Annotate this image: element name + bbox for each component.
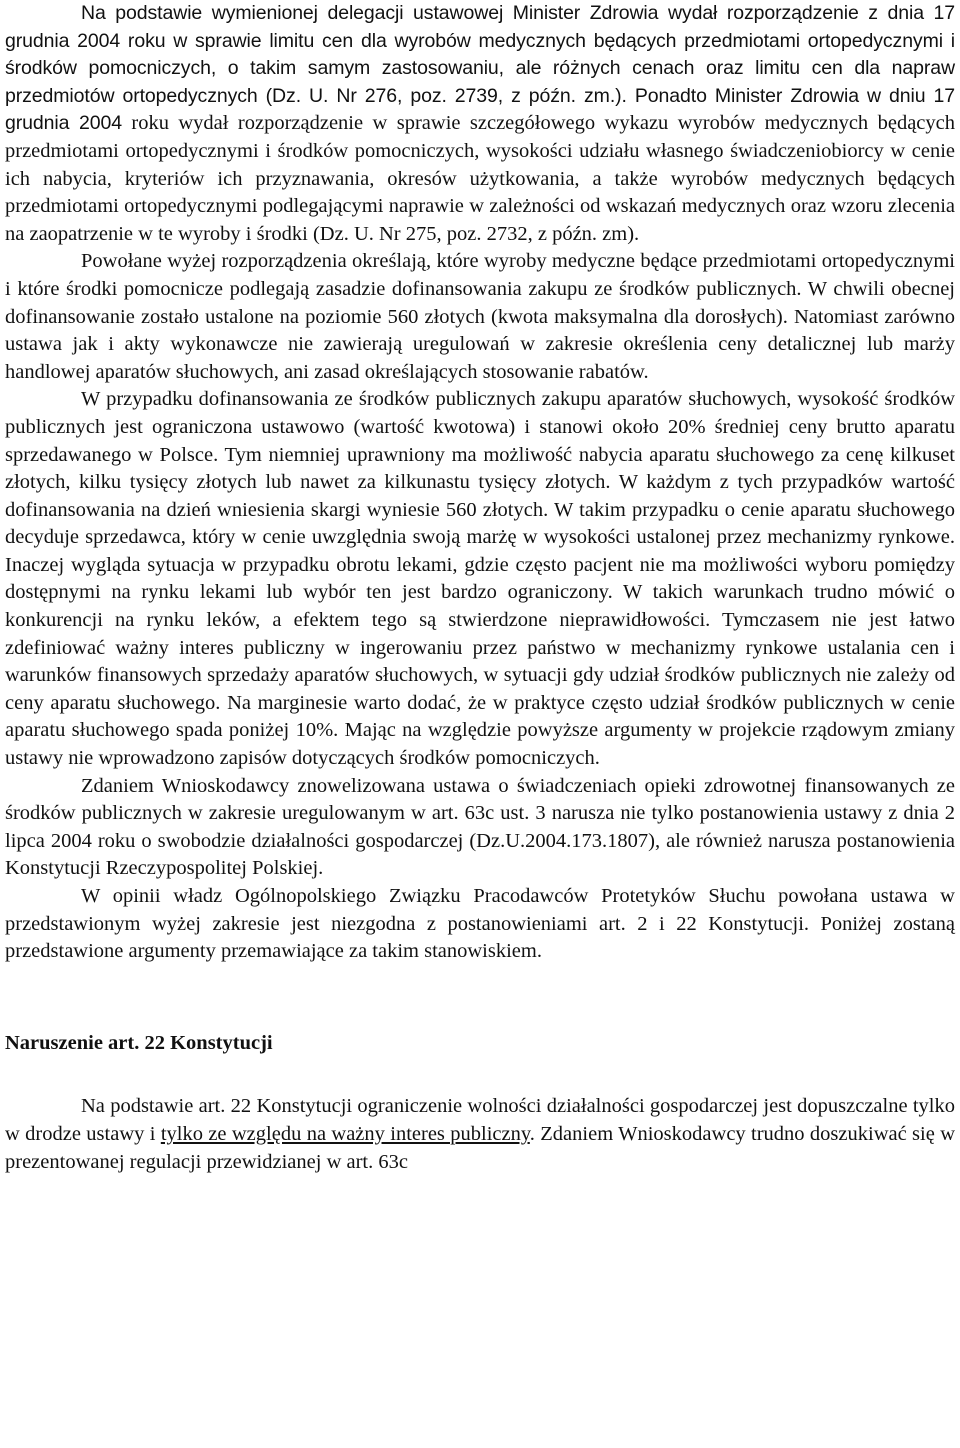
paragraph-1-sans-part-2: Ponadto Minister Zdrowia w dniu 17 grudnia 2004 <box>5 84 955 135</box>
paragraph-6-part-2: . Zdaniem Wnioskodawcy trudno doszukiwać się w prezentowanej regulacji przewidzianej w art. 63c <box>5 1122 955 1173</box>
document-page <box>5 0 955 1176</box>
paragraph-1 <box>5 0 955 248</box>
paragraph-2: Powołane wyżej rozporządzenia określają, które wyroby medyczne będące przedmiotami ortopedycznymi i które środki pomocnicze podlegają zasadzie dofinansowania zakupu ze środków publicznych. W chwili obecnej dofinansowanie zostało ustalone na poziomie 560 złotych (kwota maksymalna dla dorosłych). Natomiast zarówno ustawa jak i akty wykonawcze nie zawierają uregulowań w zakresie określenia ceny detalicznej lub marży handlowej aparatów słuchowych, ani zasad określających stosowanie rabatów. <box>5 250 955 383</box>
underlined-phrase: tylko ze względu na ważny interes publiczny <box>160 1122 530 1145</box>
paragraph-5: W opinii władz Ogólnopolskiego Związku Pracodawców Protetyków Słuchu powołana ustawa w przedstawionym wyżej zakresie jest niezgodna z postanowieniami art. 2 i 22 Konstytucji. Poniżej zostaną przedstawione argumenty przemawiające za takim stanowiskiem. <box>5 885 955 963</box>
paragraph-1-sans-part: Na podstawie wymienionej delegacji ustawowej Minister Zdrowia wydał rozporządzenie z dnia 17 grudnia 2004 roku w sprawie limitu cen dla wyrobów medycznych będących przedmiotami ortopedycznymi i środków pomocniczych, o takim samym zastosowaniu, ale różnych cenach oraz limitu cen dla napraw przedmiotów ortopedycznych (Dz. U. Nr 276, poz. 2739, z późn. zm.). <box>5 2 955 107</box>
paragraph-6 <box>5 1093 955 1176</box>
paragraph-1-serif-part: roku wydał rozporządzenie w sprawie szczegółowego wykazu wyrobów medycznych będących przedmiotami ortopedycznymi i środków pomocniczych, wysokości udziału własnego świadczeniobiorcy w cenie ich nabycia, kryteriów ich przyznawania, okresów użytkowania, a także wyrobów medycznych będących przedmiotami ortopedycznymi podlegającymi naprawie w zależności od wskazań medycznych oraz wzoru zlecenia na zaopatrzenie w te wyroby i środki (Dz. U. Nr 275, poz. 2732, z późn. zm). <box>5 112 955 245</box>
heading-gap <box>5 1057 955 1093</box>
paragraph-6-part-1: Na podstawie art. 22 Konstytucji ograniczenie wolności działalności gospodarczej jest dopuszczalne tylko w drodze ustawy i <box>5 1095 955 1145</box>
section-heading: Naruszenie art. 22 Konstytucji <box>5 1031 273 1054</box>
section-gap <box>5 966 955 1030</box>
paragraph-4: Zdaniem Wnioskodawcy znowelizowana ustawa o świadczeniach opieki zdrowotnej finansowanych ze środków publicznych w zakresie uregulowanym w art. 63c ust. 3 narusza nie tylko postanowienia ustawy z dnia 2 lipca 2004 roku o swobodzie działalności gospodarczej (Dz.U.2004.173.1807), ale również narusza postanowienia Konstytucji Rzeczypospolitej Polskiej. <box>5 774 955 880</box>
paragraph-3: W przypadku dofinansowania ze środków publicznych zakupu aparatów słuchowych, wysokość środków publicznych jest ograniczona ustawowo (wartość kwotowa) i stanowi około 20% średniej ceny brutto aparatu sprzedawanego w Polsce. Tym niemniej uprawniony ma możliwość nabycia aparatu słuchowego za cenę kilkuset złotych, kilku tysięcy złotych lub nawet za kilkunastu tysięcy złotych. W każdym z tych przypadków wartość dofinansowania na dzień wniesienia skargi wyniesie 560 złotych. W takim przypadku o cenie aparatu słuchowego decyduje sprzedawca, który w cenie uwzględnia swoją marżę w wysokości ustalonej przez mechanizmy rynkowe. Inaczej wygląda sytuacja w przypadku obrotu lekami, gdzie często pacjent nie ma możliwości wyboru pomiędzy dostępnymi na rynku lekami lub wybór ten jest bardzo ograniczony. W takich warunkach trudno mówić o konkurencji na rynku leków, a efektem tego są stwierdzone nieprawidłowości. Tymczasem nie jest łatwo zdefiniować ważny interes publiczny w ingerowaniu przez państwo w mechanizmy rynkowe ustalania cen i warunków finansowych sprzedaży aparatów słuchowych, w sytuacji gdy udział środków publicznych nie zależy od ceny aparatu słuchowego. Na marginesie warto dodać, że w praktyce często udział środków publicznych w cenie aparatu słuchowego spada poniżej 10%. Mając na względzie powyższe argumenty w projekcie rządowym zmiany ustawy nie wprowadzono zapisów dotyczących środków pomocniczych. <box>5 388 955 770</box>
